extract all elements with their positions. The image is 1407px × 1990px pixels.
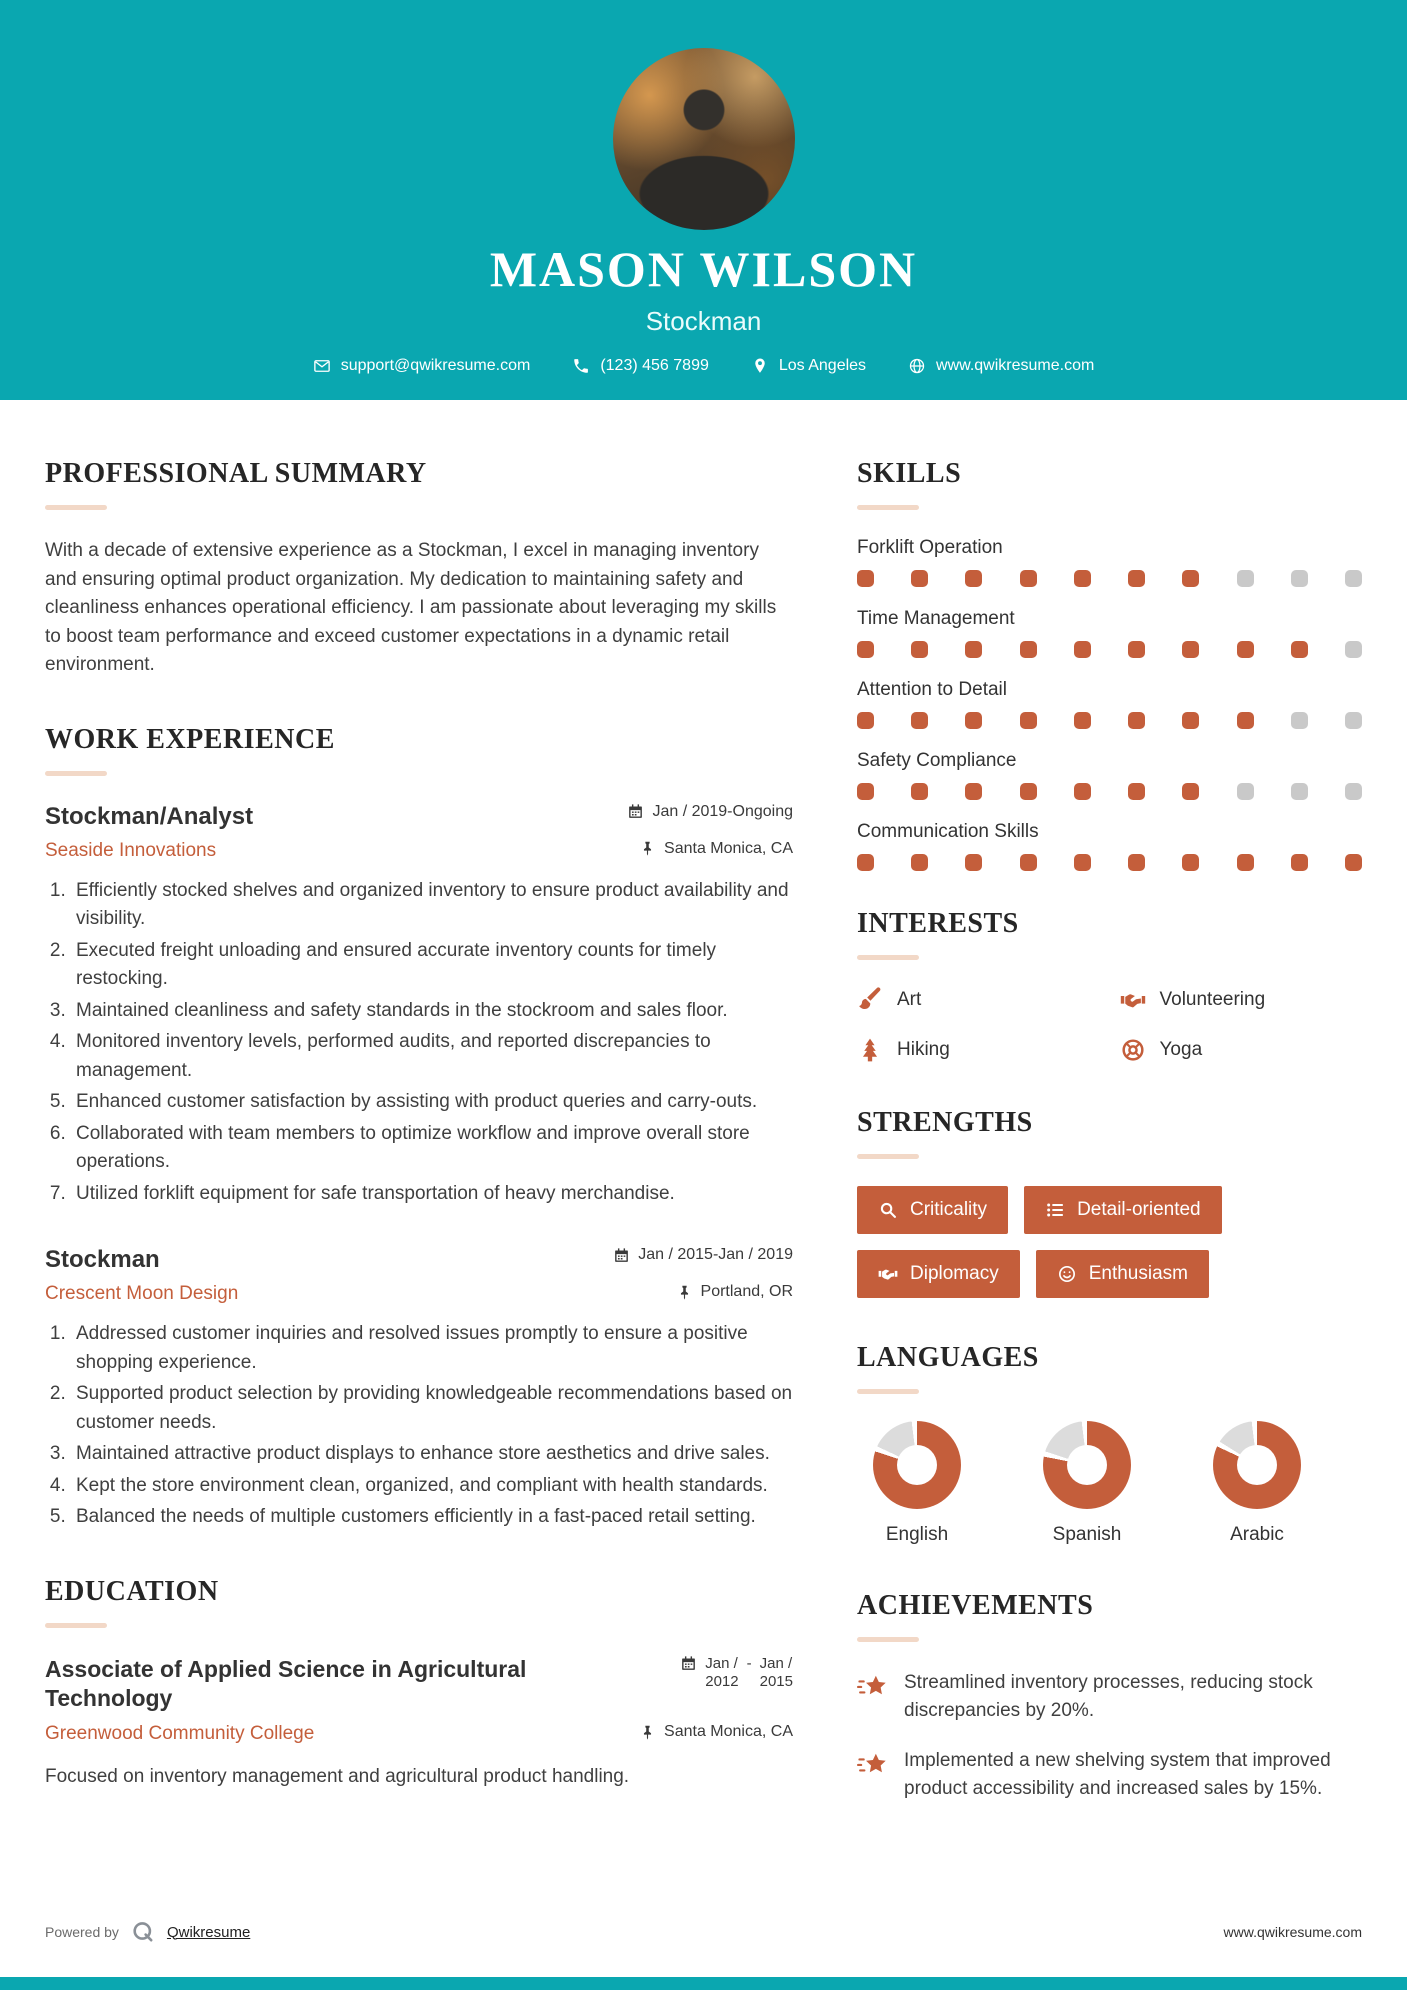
profile-photo bbox=[613, 48, 795, 230]
skill-item bbox=[857, 750, 1362, 800]
job-location: Santa Monica, CA bbox=[639, 840, 793, 858]
education-note: Focused on inventory management and agricultural product handling. bbox=[45, 1766, 630, 1788]
list-icon bbox=[1045, 1200, 1065, 1220]
skill-name: Communication Skills bbox=[857, 821, 1039, 842]
skill-dot bbox=[1128, 570, 1145, 587]
language-donut bbox=[873, 1421, 961, 1509]
skill-dot bbox=[1020, 854, 1037, 871]
job-bullets bbox=[71, 1320, 793, 1532]
skill-dot bbox=[857, 570, 874, 587]
phone-icon bbox=[572, 357, 590, 375]
skill-name: Forklift Operation bbox=[857, 537, 1003, 558]
skills-heading: SKILLS bbox=[857, 458, 962, 489]
heading-underline bbox=[45, 1623, 107, 1628]
pine-tree-icon bbox=[857, 1037, 883, 1063]
language-item bbox=[1043, 1421, 1131, 1546]
skill-dot bbox=[1291, 641, 1308, 658]
qwikresume-logo-icon bbox=[131, 1920, 155, 1944]
skill-dot bbox=[1237, 570, 1254, 587]
job-dates: Jan / 2019-Ongoing bbox=[627, 803, 793, 821]
skill-dot bbox=[1182, 783, 1199, 800]
strength-badge bbox=[1024, 1186, 1222, 1234]
job-title: Stockman bbox=[45, 1246, 160, 1273]
skill-rating bbox=[857, 641, 1362, 658]
paintbrush-icon bbox=[857, 987, 883, 1013]
education-location: Santa Monica, CA bbox=[639, 1723, 793, 1741]
footer-site-url: www.qwikresume.com bbox=[1223, 1924, 1362, 1940]
skill-dot bbox=[857, 783, 874, 800]
strengths-section bbox=[857, 1107, 1362, 1298]
skill-dot bbox=[1291, 712, 1308, 729]
language-label: Arabic bbox=[1230, 1524, 1284, 1545]
skill-dot bbox=[965, 641, 982, 658]
contact-text: Los Angeles bbox=[778, 357, 867, 374]
skill-dot bbox=[965, 570, 982, 587]
contact-item[interactable] bbox=[572, 357, 709, 375]
globe-icon bbox=[908, 357, 926, 375]
strength-badge bbox=[857, 1186, 1008, 1234]
achievement-text: Implemented a new shelving system that improved product accessibility and increased sales by 15%. bbox=[904, 1750, 1331, 1799]
contact-row bbox=[0, 357, 1407, 375]
education-dates: Jan / 2012 - Jan / 2015 bbox=[680, 1655, 793, 1693]
job-bullet: 1. Addressed customer inquiries and resolved issues promptly to ensure a positive shopping experience. bbox=[71, 1320, 793, 1377]
job-bullets bbox=[71, 877, 793, 1209]
skill-dot bbox=[911, 712, 928, 729]
skill-dot bbox=[1291, 570, 1308, 587]
strength-badge bbox=[857, 1250, 1020, 1298]
languages-heading: LANGUAGES bbox=[857, 1342, 1039, 1373]
job-bullet: 3. Maintained cleanliness and safety standards in the stockroom and sales floor. bbox=[71, 997, 793, 1026]
heading-underline bbox=[45, 771, 107, 776]
skill-dot bbox=[1020, 641, 1037, 658]
school-name: Greenwood Community College bbox=[45, 1723, 315, 1745]
skill-item bbox=[857, 537, 1362, 587]
interest-label: Art bbox=[897, 989, 922, 1010]
job-entry bbox=[45, 803, 793, 1209]
shooting-star-icon bbox=[857, 1749, 889, 1781]
job-bullet: 4. Kept the store environment clean, organized, and compliant with health standards. bbox=[71, 1472, 793, 1501]
achievement-item bbox=[857, 1747, 1362, 1802]
contact-item[interactable] bbox=[751, 357, 866, 375]
heading-underline bbox=[857, 1154, 919, 1159]
powered-by-label: Powered by bbox=[45, 1924, 119, 1940]
heading-underline bbox=[857, 1637, 919, 1642]
language-donut bbox=[1213, 1421, 1301, 1509]
skill-dot bbox=[1345, 854, 1362, 871]
skills-list bbox=[857, 537, 1362, 871]
job-bullet: 4. Monitored inventory levels, performed audits, and reported discrepancies to management. bbox=[71, 1028, 793, 1085]
skill-dot bbox=[1182, 570, 1199, 587]
pushpin-icon bbox=[639, 840, 656, 857]
skill-dot bbox=[911, 570, 928, 587]
heading-underline bbox=[857, 1389, 919, 1394]
skill-dot bbox=[1128, 854, 1145, 871]
smiley-icon bbox=[1057, 1264, 1077, 1284]
language-item bbox=[873, 1421, 961, 1546]
summary-text: With a decade of extensive experience as a Stockman, I excel in managing inventory and ensuring optimal product organization. My dedication to maintaining safety and cleanliness enhances operational efficiency. I am passionate about leveraging my skills to boost team performance and exceed customer expectations in a dynamic retail environment. bbox=[45, 540, 777, 675]
right-column bbox=[857, 458, 1362, 1825]
degree-title: Associate of Applied Science in Agricultural Technology bbox=[45, 1655, 527, 1712]
skill-dot bbox=[1345, 641, 1362, 658]
interest-item bbox=[857, 987, 1100, 1013]
magnifier-icon bbox=[878, 1200, 898, 1220]
footer bbox=[45, 1920, 1362, 1944]
heading-underline bbox=[45, 505, 107, 510]
job-bullet: 5. Enhanced customer satisfaction by assisting with product queries and carry-outs. bbox=[71, 1088, 793, 1117]
interest-item bbox=[857, 1037, 1100, 1063]
skill-dot bbox=[1237, 854, 1254, 871]
shooting-star-icon bbox=[857, 1671, 889, 1703]
work-section bbox=[45, 724, 793, 1532]
contact-item[interactable] bbox=[313, 357, 531, 375]
language-item bbox=[1213, 1421, 1301, 1546]
skill-item bbox=[857, 608, 1362, 658]
skill-dot bbox=[965, 783, 982, 800]
skill-rating bbox=[857, 570, 1362, 587]
interests-section bbox=[857, 908, 1362, 1063]
skill-dot bbox=[857, 641, 874, 658]
handshake-icon bbox=[878, 1264, 898, 1284]
contact-item[interactable] bbox=[908, 357, 1094, 375]
bottom-accent-bar bbox=[0, 1977, 1407, 1990]
skill-dot bbox=[1345, 712, 1362, 729]
languages-section bbox=[857, 1342, 1362, 1546]
languages-list bbox=[857, 1421, 1362, 1546]
heading-underline bbox=[857, 955, 919, 960]
skill-dot bbox=[1128, 783, 1145, 800]
job-title: Stockman/Analyst bbox=[45, 802, 254, 830]
education-section bbox=[45, 1576, 793, 1792]
calendar-icon bbox=[613, 1247, 630, 1264]
skill-dot bbox=[1291, 783, 1308, 800]
strength-badge bbox=[1036, 1250, 1209, 1298]
job-bullet: 6. Collaborated with team members to optimize workflow and improve overall store operations. bbox=[71, 1120, 793, 1177]
pushpin-icon bbox=[676, 1284, 693, 1301]
skill-name: Safety Compliance bbox=[857, 750, 1017, 771]
skill-rating bbox=[857, 783, 1362, 800]
contact-text: www.qwikresume.com bbox=[936, 357, 1095, 374]
skill-item bbox=[857, 679, 1362, 729]
skill-dot bbox=[1074, 712, 1091, 729]
lifebuoy-icon bbox=[1120, 1037, 1146, 1063]
strengths-list bbox=[857, 1186, 1362, 1298]
location-pin-icon bbox=[751, 357, 769, 375]
skill-dot bbox=[1345, 783, 1362, 800]
job-bullet: 2. Executed freight unloading and ensured accurate inventory counts for timely restocking. bbox=[71, 937, 793, 994]
skill-dot bbox=[1020, 570, 1037, 587]
heading-underline bbox=[857, 505, 919, 510]
strength-label: Criticality bbox=[910, 1199, 988, 1220]
skill-dot bbox=[1345, 570, 1362, 587]
job-bullet: 2. Supported product selection by providing knowledgeable recommendations based on customer needs. bbox=[71, 1380, 793, 1437]
job-bullet: 1. Efficiently stocked shelves and organized inventory to ensure product availability and visibility. bbox=[71, 877, 793, 934]
job-location: Portland, OR bbox=[676, 1283, 793, 1301]
skill-name: Attention to Detail bbox=[857, 679, 1007, 700]
achievement-item bbox=[857, 1669, 1362, 1724]
strength-label: Enthusiasm bbox=[1088, 1263, 1188, 1284]
person-job-title: Stockman bbox=[645, 306, 762, 336]
qwikresume-link[interactable]: Qwikresume bbox=[166, 1923, 251, 1941]
interest-label: Volunteering bbox=[1159, 989, 1266, 1010]
language-label: English bbox=[885, 1524, 949, 1545]
strengths-heading: STRENGTHS bbox=[857, 1107, 1033, 1138]
work-heading: WORK EXPERIENCE bbox=[45, 723, 335, 755]
interests-list bbox=[857, 987, 1362, 1063]
skill-dot bbox=[911, 641, 928, 658]
interest-item bbox=[1120, 987, 1363, 1013]
skill-dot bbox=[1074, 570, 1091, 587]
skill-dot bbox=[1237, 712, 1254, 729]
strength-label: Diplomacy bbox=[910, 1263, 999, 1284]
job-company: Crescent Moon Design bbox=[45, 1283, 239, 1304]
interest-label: Yoga bbox=[1159, 1039, 1203, 1060]
handshake-icon bbox=[1120, 987, 1146, 1013]
calendar-icon bbox=[680, 1655, 697, 1672]
header bbox=[0, 0, 1407, 400]
job-company: Seaside Innovations bbox=[45, 839, 217, 861]
job-entry bbox=[45, 1246, 793, 1532]
interest-item bbox=[1120, 1037, 1363, 1063]
skill-rating bbox=[857, 712, 1362, 729]
calendar-icon bbox=[627, 803, 644, 820]
skill-dot bbox=[1128, 712, 1145, 729]
skill-dot bbox=[1237, 783, 1254, 800]
envelope-icon bbox=[313, 357, 331, 375]
education-heading: EDUCATION bbox=[45, 1575, 219, 1607]
skill-dot bbox=[1182, 712, 1199, 729]
skill-dot bbox=[1074, 854, 1091, 871]
skill-dot bbox=[1020, 783, 1037, 800]
skill-dot bbox=[1074, 783, 1091, 800]
achievements-heading: ACHIEVEMENTS bbox=[857, 1590, 1094, 1621]
skill-dot bbox=[857, 854, 874, 871]
person-name: MASON WILSON bbox=[489, 241, 918, 297]
job-bullet: 3. Maintained attractive product displays to enhance store aesthetics and drive sales. bbox=[71, 1440, 793, 1469]
language-label: Spanish bbox=[1052, 1524, 1122, 1545]
date-start: Jan / bbox=[705, 1654, 738, 1672]
language-donut bbox=[1043, 1421, 1131, 1509]
skill-dot bbox=[1182, 854, 1199, 871]
strength-label: Detail-oriented bbox=[1077, 1199, 1201, 1220]
interest-label: Hiking bbox=[897, 1039, 950, 1060]
date-end: Jan / bbox=[759, 1654, 793, 1672]
skill-dot bbox=[857, 712, 874, 729]
interests-heading: INTERESTS bbox=[857, 908, 1019, 939]
skill-dot bbox=[1020, 712, 1037, 729]
achievements-list bbox=[857, 1669, 1362, 1802]
skill-dot bbox=[965, 712, 982, 729]
skill-dot bbox=[1237, 641, 1254, 658]
skill-item bbox=[857, 821, 1362, 871]
job-bullet: 5. Balanced the needs of multiple customers efficiently in a fast-paced retail setting. bbox=[71, 1503, 793, 1532]
skill-dot bbox=[965, 854, 982, 871]
contact-text: support@qwikresume.com bbox=[340, 357, 531, 374]
job-bullet: 7. Utilized forklift equipment for safe transportation of heavy merchandise. bbox=[71, 1180, 793, 1209]
job-list bbox=[45, 803, 793, 1532]
content bbox=[0, 400, 1407, 1825]
achievements-section bbox=[857, 1590, 1362, 1802]
skill-dot bbox=[911, 783, 928, 800]
job-dates: Jan / 2015-Jan / 2019 bbox=[613, 1246, 793, 1264]
contact-text: (123) 456 7899 bbox=[600, 357, 709, 374]
skill-dot bbox=[1291, 854, 1308, 871]
summary-heading: PROFESSIONAL SUMMARY bbox=[45, 458, 427, 489]
skill-dot bbox=[1182, 641, 1199, 658]
skill-name: Time Management bbox=[857, 608, 1015, 629]
skills-section bbox=[857, 458, 1362, 871]
skill-dot bbox=[1128, 641, 1145, 658]
left-column bbox=[45, 458, 793, 1825]
achievement-text: Streamlined inventory processes, reducing stock discrepancies by 20%. bbox=[904, 1672, 1313, 1721]
skill-rating bbox=[857, 854, 1362, 871]
skill-dot bbox=[911, 854, 928, 871]
skill-dot bbox=[1074, 641, 1091, 658]
summary-section bbox=[45, 458, 793, 680]
pushpin-icon bbox=[639, 1724, 656, 1741]
